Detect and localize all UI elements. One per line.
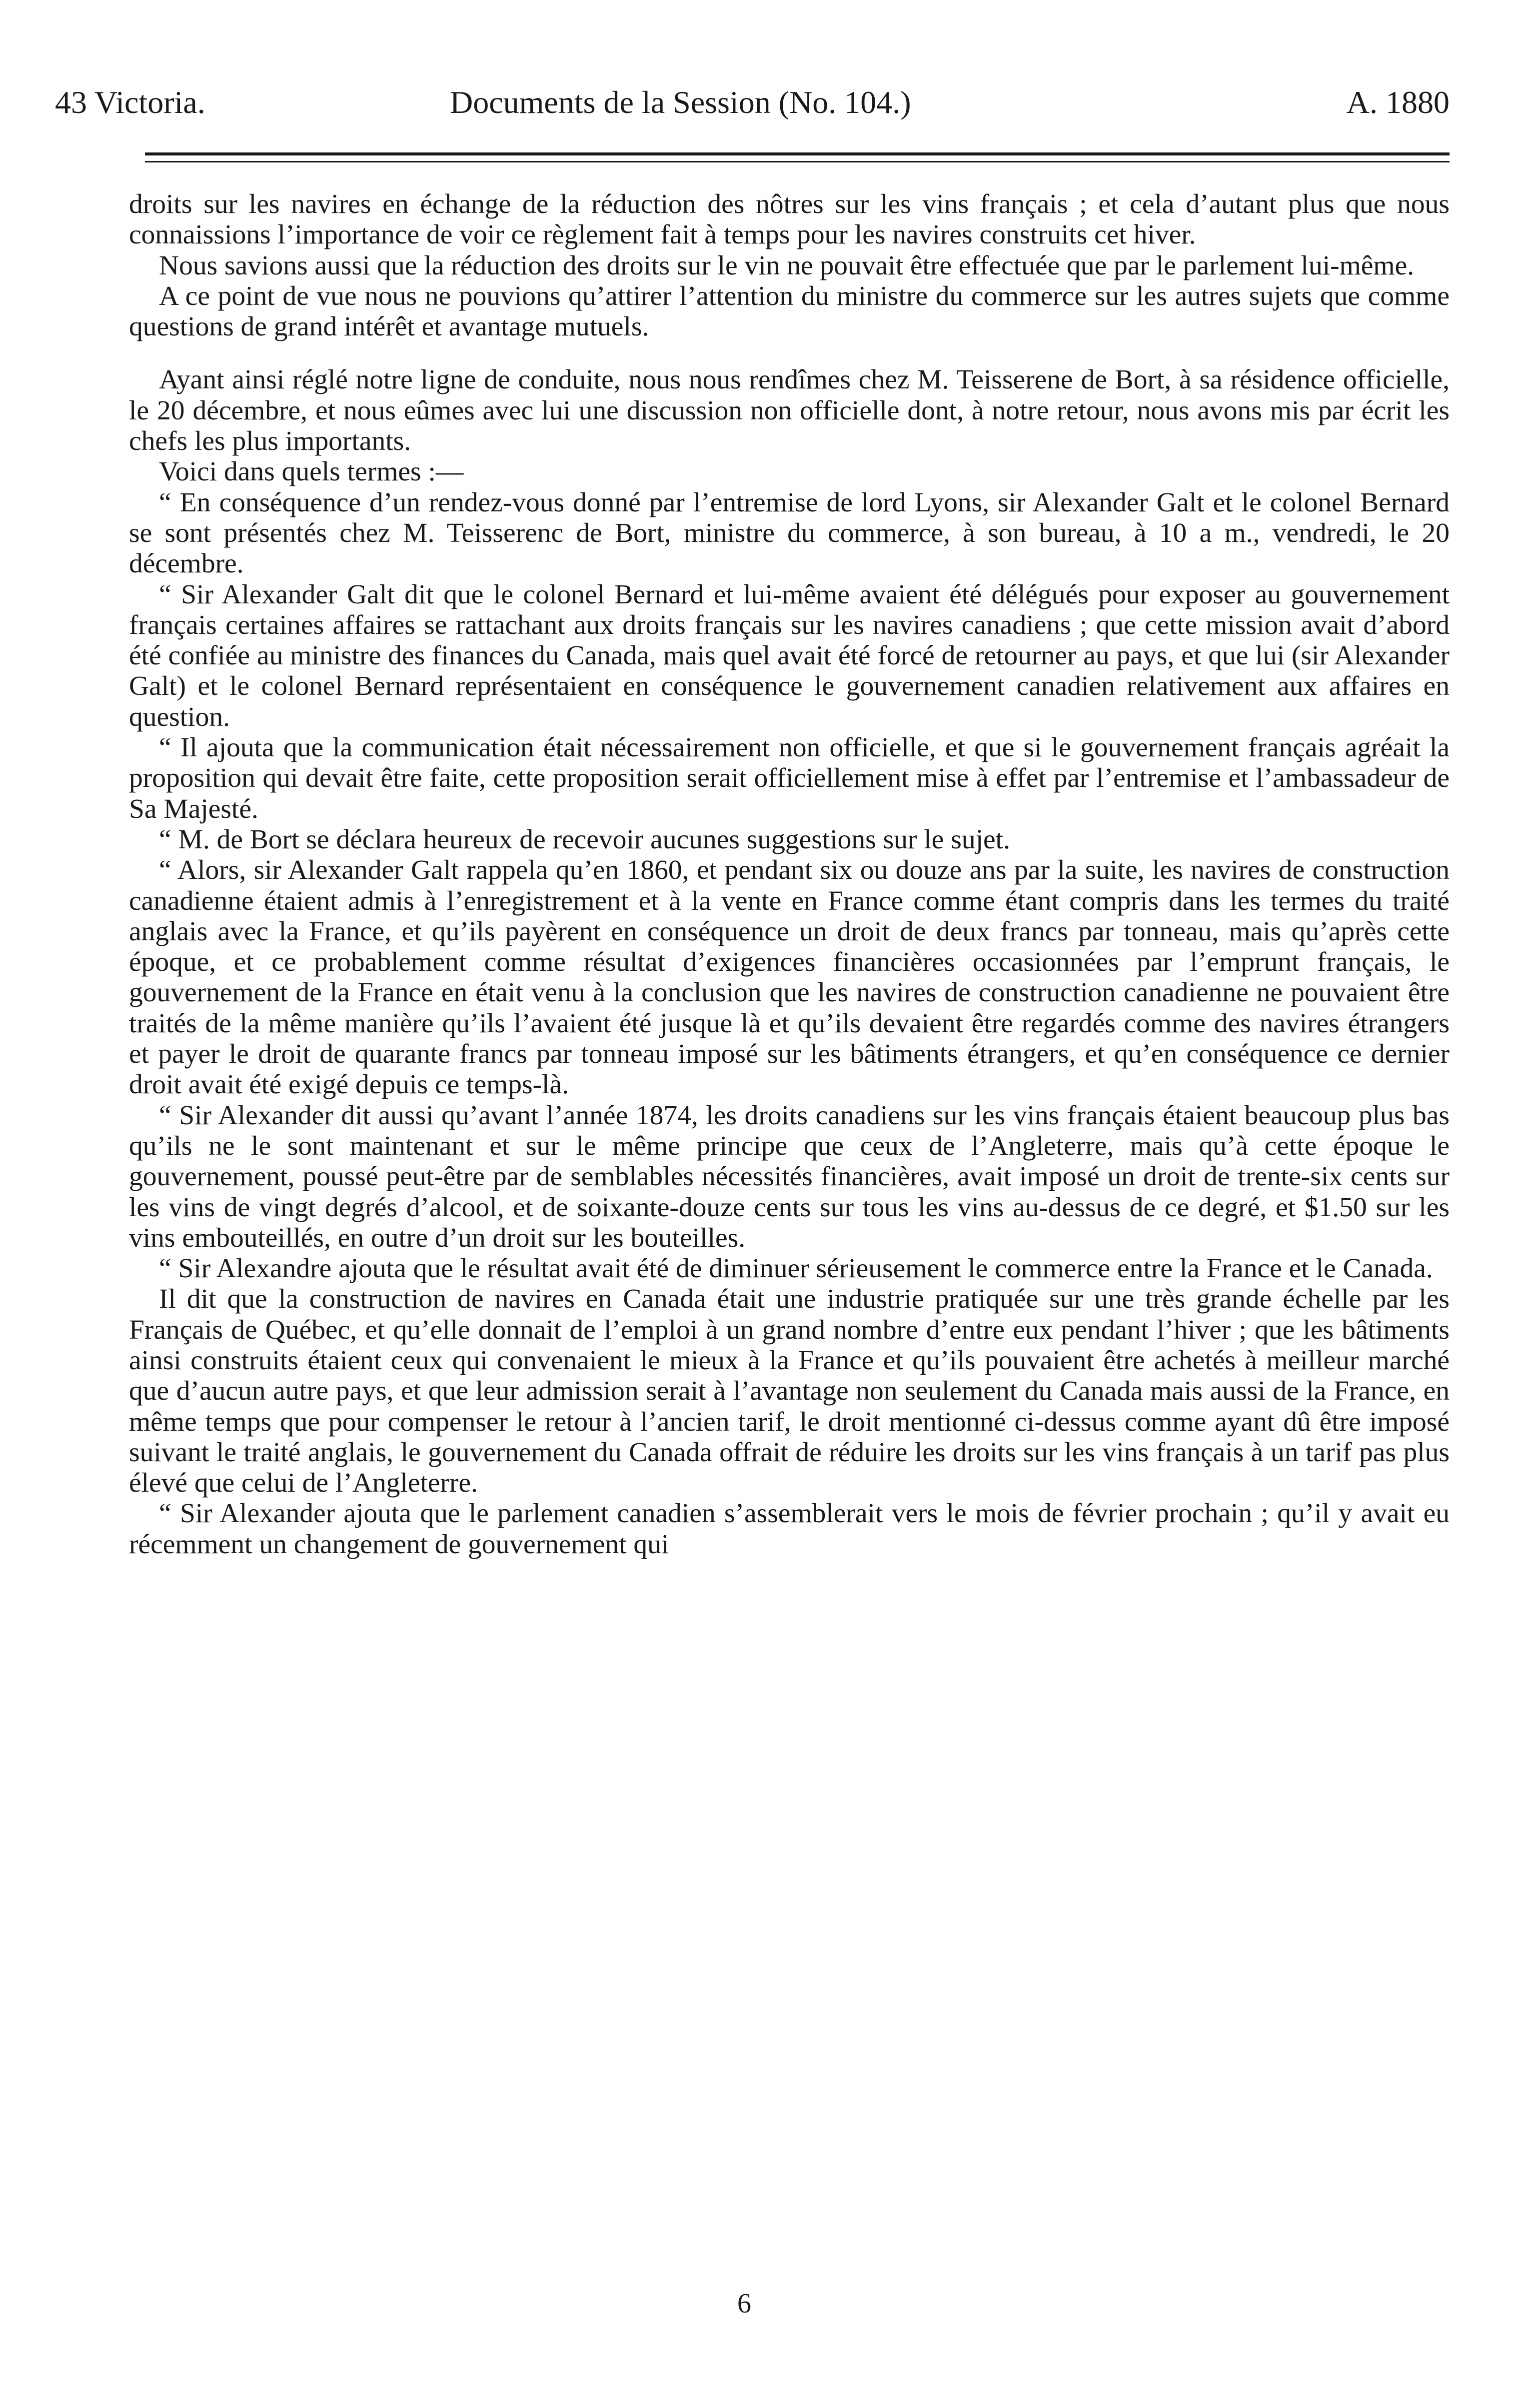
paragraph: Ayant ainsi réglé notre ligne de conduite, nous nous rendîmes chez M. Teisserene de Bort, à sa résidence officielle, le 20 décembre, et nous eûmes avec lui une discussion non officielle dont, à notre retour, nous avons mis par écrit les chefs les plus importants. (129, 364, 1450, 457)
paragraph: “ Sir Alexander Galt dit que le colonel Bernard et lui-même avaient été délégués pour exposer au gouvernement français certaines affaires se rattachant aux droits français sur les navires canadiens ; que cette mission avait d’abord été confiée au ministre des finances du Canada, mais quel avait été forcé de retourner au pays, et que lui (sir Alexander Galt) et le colonel Bernard représentaient en conséquence le gouvernement canadien relativement aux affaires en question. (129, 579, 1450, 732)
body-text (129, 189, 1450, 1560)
paragraph: Il dit que la construction de navires en Canada était une industrie pratiquée sur une très grande échelle par les Français de Québec, et qu’elle donnait de l’emploi à un grand nombre d’entre eux pendant l’hiver ; que les bâtiments ainsi construits étaient ceux qui convenaient le mieux à la France et qu’ils pouvaient être achetés à meilleur marché que d’aucun autre pays, et que leur admission serait à l’avantage non seulement du Canada mais aussi de la France, en même temps que pour compenser le retour à l’ancien tarif, le droit mentionné ci-dessus comme ayant dû être imposé suivant le traité anglais, le gouvernement du Canada offrait de réduire les droits sur les vins français à un tarif pas plus élevé que celui de l’Angleterre. (129, 1284, 1450, 1499)
header-rule-thin (145, 161, 1450, 162)
paragraph: “ En conséquence d’un rendez-vous donné par l’entremise de lord Lyons, sir Alexander Galt et le colonel Bernard se sont présentés chez M. Teisserenc de Bort, ministre du commerce, à son bureau, à 10 a m., vendredi, le 20 décembre. (129, 487, 1450, 579)
paragraph: Nous savions aussi que la réduction des droits sur le vin ne pouvait être effectuée que par le parlement lui-même. (159, 250, 1415, 281)
header-title: Documents de la Session (No. 104.) (450, 84, 911, 120)
paragraph: “ Il ajouta que la communication était nécessairement non officielle, et que si le gouvernement français agréait la proposition qui devait être faite, cette proposition serait officiellement mise à effet par l’entremise et l’ambassadeur de Sa Majesté. (129, 732, 1450, 824)
header-volume: 43 Victoria. (55, 84, 205, 120)
paragraph: “ Sir Alexandre ajouta que le résultat avait été de diminuer sérieusement le commerce entre la France et le Canada. (159, 1253, 1433, 1284)
paragraph: “ M. de Bort se déclara heureux de recevoir aucunes suggestions sur le sujet. (159, 824, 1010, 855)
header-year: A. 1880 (1346, 84, 1450, 120)
page-number: 6 (737, 2288, 751, 2319)
paragraph: Voici dans quels termes :— (159, 456, 464, 487)
header-rule-thick (145, 152, 1450, 155)
paragraph: “ Alors, sir Alexander Galt rappela qu’en 1860, et pendant six ou douze ans par la suite, les navires de construction canadienne étaient admis à l’enregistrement et à la vente en France comme étant compris dans les termes du traité anglais avec la France, et qu’ils payèrent en conséquence un droit de deux francs par tonneau, mais qu’après cette époque, et ce probablement comme résultat d’exigences financières occasionnées par l’emprunt français, le gouvernement de la France en était venu à la conclusion que les navires de construction canadienne ne pouvaient être traités de la même manière qu’ils l’avaient été jusque là et qu’ils devaient être regardés comme des navires étrangers et payer le droit de quarante francs par tonneau imposé sur les bâtiments étrangers, et qu’en conséquence ce dernier droit avait été exigé depuis ce temps-là. (129, 855, 1450, 1100)
paragraph-continued: droits sur les navires en échange de la réduction des nôtres sur les vins français ; et cela d’autant plus que nous connaissions l’importance de voir ce règlement fait à temps pour les navires construits cet hiver. (129, 189, 1450, 250)
paragraph: “ Sir Alexander dit aussi qu’avant l’année 1874, les droits canadiens sur les vins français étaient beaucoup plus bas qu’ils ne le sont maintenant et sur le même principe que ceux de l’Angleterre, mais qu’à cette époque le gouvernement, poussé peut-être par de semblables nécessités financières, avait imposé un droit de trente-six cents sur les vins de vingt degrés d’alcool, et de soixante-douze cents sur tous les vins au-dessus de ce degré, et $1.50 sur les vins embouteillés, en outre d’un droit sur les bouteilles. (129, 1100, 1450, 1253)
running-header (55, 80, 1450, 125)
paragraph: “ Sir Alexander ajouta que le parlement canadien s’assemblerait vers le mois de février prochain ; qu’il y avait eu récemment un changement de gouvernement qui (129, 1498, 1450, 1560)
paragraph: A ce point de vue nous ne pouvions qu’attirer l’attention du ministre du commerce sur les autres sujets que comme questions de grand intérêt et avantage mutuels. (129, 280, 1450, 342)
